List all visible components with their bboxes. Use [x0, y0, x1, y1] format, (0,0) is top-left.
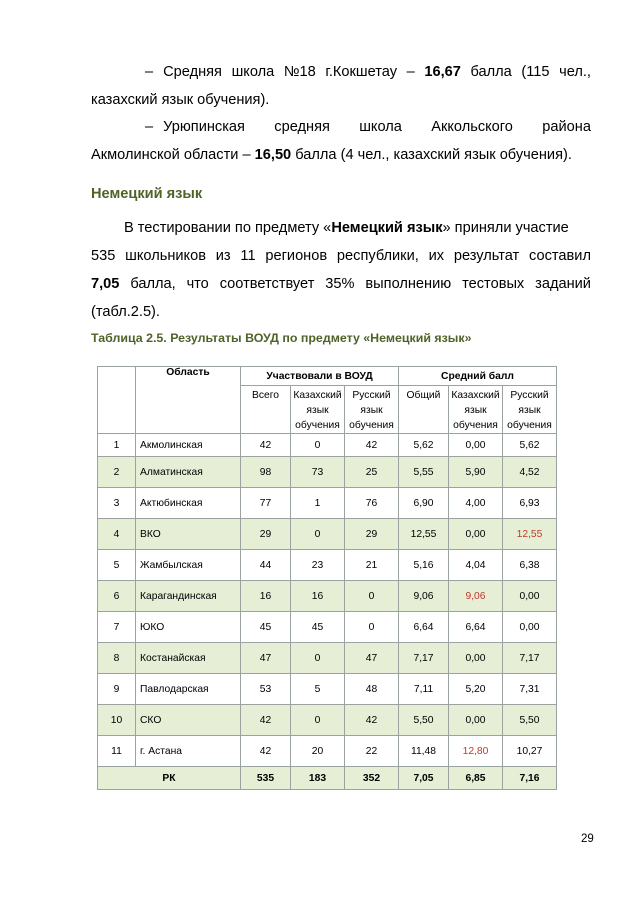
- subheader-avg-kaz: Казахский язык обучения: [449, 386, 503, 434]
- intro-item-1: [91, 58, 591, 114]
- subheader-avg-rus: Русский язык обучения: [503, 386, 557, 434]
- header-average: Средний балл: [399, 367, 557, 386]
- table-row: 1 Акмолинская 42 0 42 5,62 0,00 5,62: [98, 434, 557, 457]
- table-row: 4 ВКО 29 0 29 12,55 0,00 12,55: [98, 519, 557, 550]
- table-row: 7 ЮКО 45 45 0 6,64 6,64 0,00: [98, 612, 557, 643]
- table-total-row: РК 535 183 352 7,05 6,85 7,16: [98, 767, 557, 790]
- intro-item-1-line-2: казахский язык обучения).: [91, 92, 270, 108]
- section-paragraph-line-3: 7,05 балла, что соответствует 35% выполнению тестовых заданий: [91, 276, 591, 292]
- total-label: РК: [98, 767, 241, 790]
- table-row: 2 Алматинская 98 73 25 5,55 5,90 4,52: [98, 457, 557, 488]
- subheader-rus: Русский язык обучения: [345, 386, 399, 434]
- section-paragraph-line-4: (табл.2.5).: [91, 304, 160, 320]
- intro-item-2-line-2: Акмолинской области – 16,50 балла (4 чел., казахский язык обучения).: [91, 147, 572, 163]
- highlighted-value: 12,55: [503, 519, 557, 550]
- table-row: 3 Актюбинская 77 1 76 6,90 4,00 6,93: [98, 488, 557, 519]
- highlighted-value: 12,80: [449, 736, 503, 767]
- subheader-total: Всего: [241, 386, 291, 434]
- intro-item-1-line-1: – Средняя школа №18 г.Кокшетау – 16,67 балла (115 чел.,: [145, 64, 591, 80]
- table-header-row: [98, 367, 557, 386]
- table-row: 10 СКО 42 0 42 5,50 0,00 5,50: [98, 705, 557, 736]
- table-caption: Таблица 2.5. Результаты ВОУД по предмету «Немецкий язык»: [91, 331, 472, 345]
- intro-item-2-line-1: – Урюпинская средняя школа Аккольского района: [145, 119, 591, 135]
- section-paragraph: [91, 214, 591, 326]
- section-heading: Немецкий язык: [91, 186, 203, 202]
- header-participated: Участвовали в ВОУД: [241, 367, 399, 386]
- results-table-wrapper: [97, 366, 557, 790]
- intro-item-2: [91, 113, 591, 169]
- table-row: 5 Жамбылская 44 23 21 5,16 4,04 6,38: [98, 550, 557, 581]
- section-paragraph-line-1: В тестировании по предмету «Немецкий язык» приняли участие: [124, 220, 569, 236]
- table-row: 9 Павлодарская 53 5 48 7,11 5,20 7,31: [98, 674, 557, 705]
- subheader-kaz: Казахский язык обучения: [291, 386, 345, 434]
- page-number: 29: [581, 833, 594, 845]
- subheader-general: Общий: [399, 386, 449, 434]
- table-row: 6 Карагандинская 16 16 0 9,06 9,06 0,00: [98, 581, 557, 612]
- table-row: 11 г. Астана 42 20 22 11,48 12,80 10,27: [98, 736, 557, 767]
- highlighted-value: 9,06: [449, 581, 503, 612]
- table-row: 8 Костанайская 47 0 47 7,17 0,00 7,17: [98, 643, 557, 674]
- section-paragraph-line-2: 535 школьников из 11 регионов республики, их результат составил: [91, 248, 591, 264]
- header-number-cell: [98, 367, 136, 434]
- results-table: [97, 366, 557, 790]
- header-region: Область: [136, 367, 241, 434]
